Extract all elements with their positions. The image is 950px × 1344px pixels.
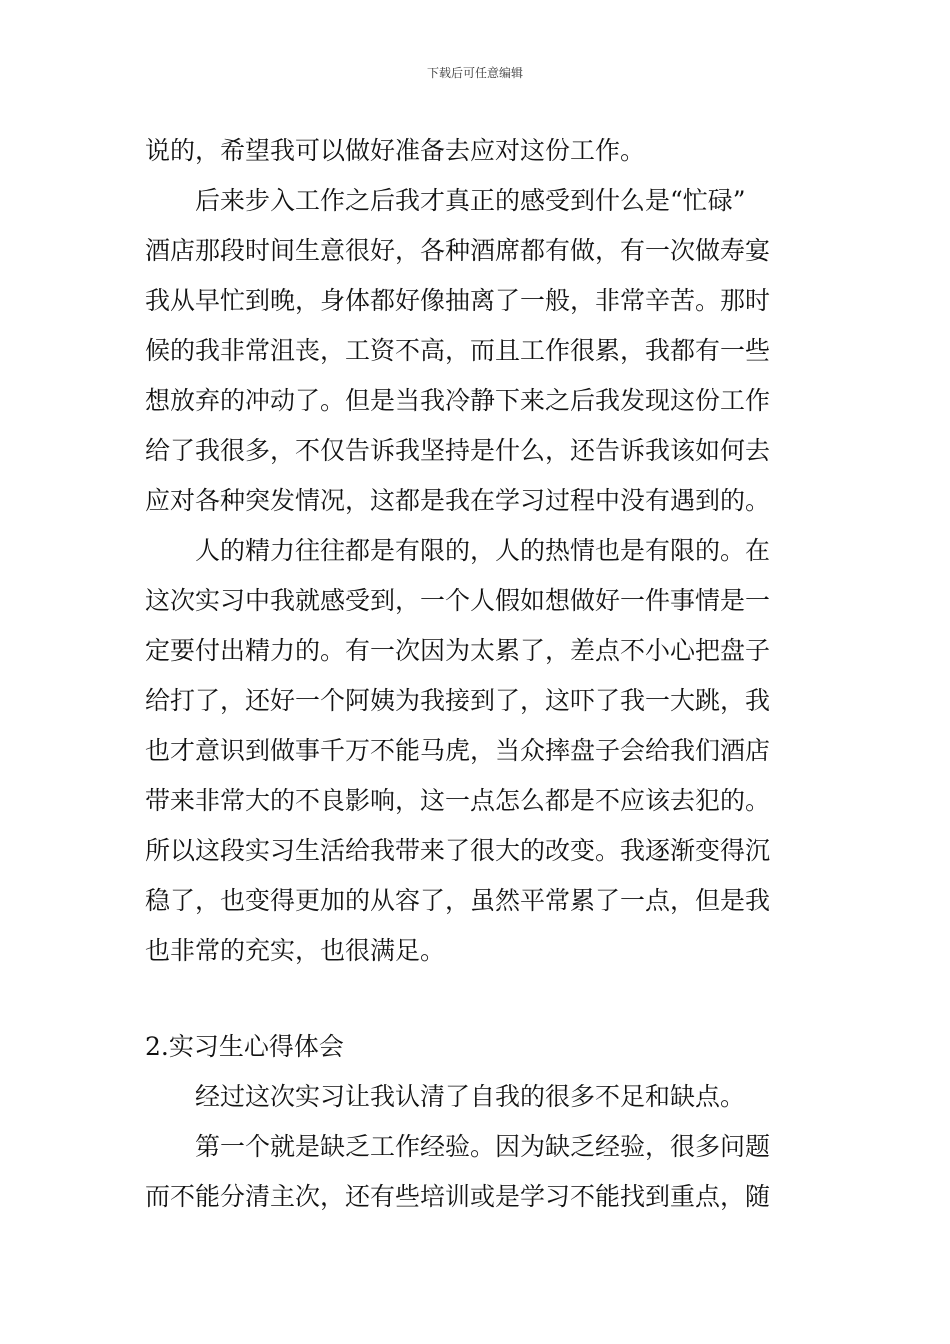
section-spacer bbox=[145, 976, 807, 1022]
paragraph-line: 这次实习中我就感受到，一个人假如想做好一件事情是一 bbox=[145, 586, 771, 615]
document-body bbox=[145, 126, 807, 1222]
paragraph-line: 我从早忙到晚，身体都好像抽离了一般，非常辛苦。那时 bbox=[145, 286, 771, 315]
paragraph-line: 带来非常大的不良影响，这一点怎么都是不应该去犯的。 bbox=[145, 786, 771, 815]
paragraph-line: 候的我非常沮丧，工资不高，而且工作很累，我都有一些 bbox=[145, 336, 771, 365]
paragraph-line: 所以这段实习生活给我带来了很大的改变。我逐渐变得沉 bbox=[145, 836, 771, 865]
paragraph-line: 稳了，也变得更加的从容了，虽然平常累了一点，但是我 bbox=[145, 886, 771, 915]
paragraph-line: 酒店那段时间生意很好，各种酒席都有做，有一次做寿宴 bbox=[145, 236, 771, 265]
paragraph-line: 想放弃的冲动了。但是当我冷静下来之后我发现这份工作 bbox=[145, 386, 771, 415]
paragraph-line: 应对各种突发情况，这都是我在学习过程中没有遇到的。 bbox=[145, 486, 771, 515]
paragraph-line: 给打了，还好一个阿姨为我接到了，这吓了我一大跳，我 bbox=[145, 686, 771, 715]
paragraph-line: 也才意识到做事千万不能马虎，当众摔盘子会给我们酒店 bbox=[145, 736, 771, 765]
paragraph-line: 说的，希望我可以做好准备去应对这份工作。 bbox=[145, 136, 646, 165]
paragraph-line: 人的精力往往都是有限的，人的热情也是有限的。在 bbox=[195, 536, 771, 565]
paragraph-line: 第一个就是缺乏工作经验。因为缺乏经验，很多问题 bbox=[195, 1132, 771, 1161]
paragraph-line: 也非常的充实，也很满足。 bbox=[145, 936, 446, 965]
page-header-note: 下载后可任意编辑 bbox=[426, 66, 523, 80]
section-heading: 2.实习生心得体会 bbox=[145, 1032, 344, 1061]
paragraph-line: 而不能分清主次，还有些培训或是学习不能找到重点，随 bbox=[145, 1182, 771, 1211]
paragraph-line: 定要付出精力的。有一次因为太累了，差点不小心把盘子 bbox=[145, 636, 771, 665]
paragraph-line: 后来步入工作之后我才真正的感受到什么是“忙碌” bbox=[195, 186, 746, 215]
paragraph-line: 经过这次实习让我认清了自我的很多不足和缺点。 bbox=[195, 1082, 746, 1111]
paragraph-line: 给了我很多，不仅告诉我坚持是什么，还告诉我该如何去 bbox=[145, 436, 771, 465]
